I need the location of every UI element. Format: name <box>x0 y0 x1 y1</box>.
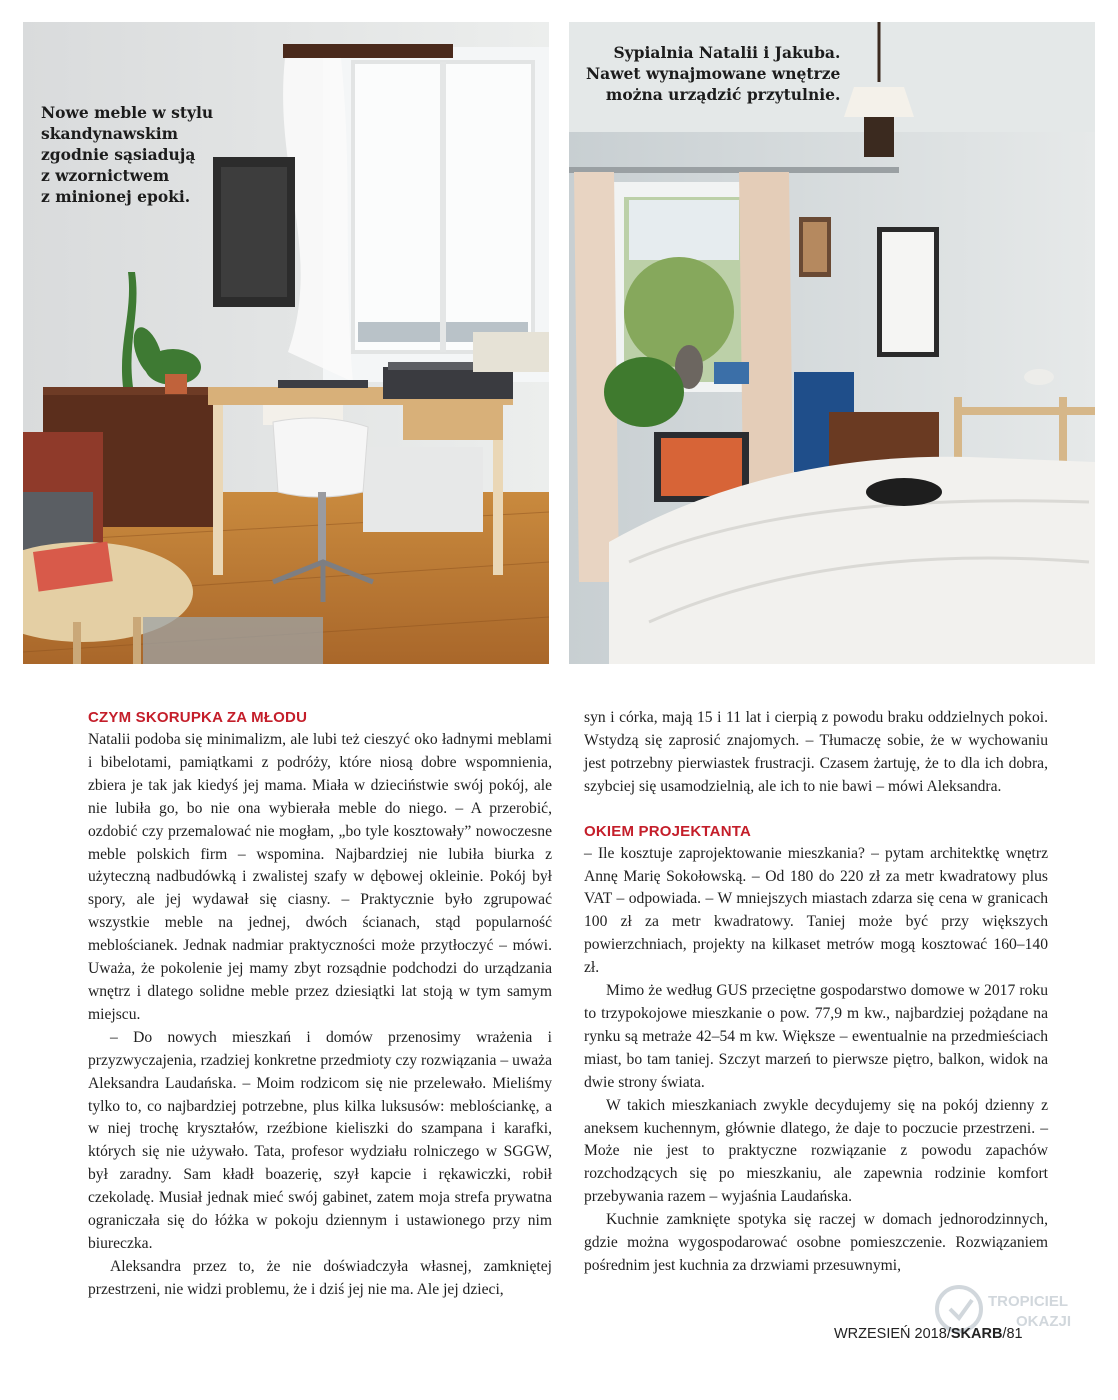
bedroom-caption: Sypialnia Natalii i Jakuba. Nawet wynajmowane wnętrze można urządzić przytulnie. <box>586 43 841 104</box>
section-heading-czym-skorupka: CZYM SKORUPKA ZA MŁODU <box>88 709 308 726</box>
article-paragraph: Mimo że według GUS przeciętne gospodarstwo domowe w 2017 roku to trzypokojowe mieszkanie o pow. 77,9 m kw., najbardziej pożądane na rynku są metraże 42–54 m kw. Większe – ewentualnie na przedmieściach miast, bo tam taniej. Szczyt marzeń to pierwsze piętro, balkon, widok na dwie strony świata. <box>584 982 1048 1091</box>
article-paragraph: – Do nowych mieszkań i domów przenosimy wrażenia i przyzwyczajenia, rzadziej konkretne przedmioty czy rozwiązania – uważa Aleksandra Laudańska. – Moim rodzicom się nie przelewało. Mieliśmy tylko to, co najbardziej potrzebne, plus kilka luksusów: meblościankę, a w niej trochę kryształów, rzeźbione kieliszki do szampana i karafki, których się nie używało. Tata, profesor wydziału rolniczego w SGGW, był zaradny. Sam kładł boazerię, szył kapcie i rękawiczki, robił czekoladę. Musiał jednak mieć swój gabinet, zatem moja strefa prywatna ograniczała się do łóżka w pokoju dziennym i ustawionego przy nim biureczka. <box>88 1028 552 1252</box>
article-paragraph: Natalii podoba się minimalizm, ale lubi też cieszyć oko ładnymi meblami i bibelotami, pamiątkami z podróży, które niosą dobre wspomnienia, zbiera je tak jak kiedyś jej mama. Miała w dzieciństwie swój pokój, ale nie lubiła go, bo nie ona wybierała meble do niego. – A przerobić, ozdobić czy przemalować nie mogłam, „bo tyle kosztowały” nowoczesne meble polskich firm – wspomina. Najbardziej nie lubiła biurka z użyteczną nadbudówką i zwalistej szafy w dębowej okleinie. Pokój był spory, ale jej wydawał się ciasny. – Praktycznie było zgrupować wszystkie meble na jednej, dwóch ścianach, stąd popularność meblościanek. Jednak nadmiar praktyczności może przytłoczyć – mówi. Uważa, że pokolenie jej mamy zbyt rozsądnie podchodzi do urządzania wnętrz i dlatego solidne meble przez dziesiątki lat stoją w tym samym miejscu. <box>88 731 552 1023</box>
article-paragraph: syn i córka, mają 15 i 11 lat i cierpią z powodu braku oddzielnych pokoi. Wstydzą się zaprosić znajomych. – Tłumaczę sobie, że w wychowaniu jest potrzebny pierwiastek frustracji. Czasem żartuję, że to dla ich dobra, szybciej się usamodzielnią, ale ich to nie bawi – mówi Aleksandra. <box>584 709 1048 795</box>
svg-text:OKAZJI: OKAZJI <box>1016 1313 1072 1330</box>
article-paragraph: Kuchnie zamknięte spotyka się raczej w domach jednorodzinnych, gdzie można wygospodarować osobne pomieszczenie. Rozwiązaniem pośrednim jest kuchnia za drzwiami przesuwnymi, <box>584 1211 1048 1274</box>
page-number: 81 <box>1006 1326 1023 1342</box>
article-paragraph: W takich mieszkaniach zwykle decydujemy się na pokój dzienny z aneksem kuchennym, głównie dlatego, że daje to poczucie przestrzeni. – Może nie jest to praktyczne rozwiązanie z powodu zapachów rozchodzących się po mieszkaniu, ale zapewnia rodzinie komfort przebywania razem – wyjaśnia Laudańska. <box>584 1096 1048 1206</box>
bedroom-illustration <box>569 22 1095 664</box>
living-room-photo <box>23 22 549 664</box>
svg-text:TROPICIEL: TROPICIEL <box>988 1293 1069 1310</box>
section-gap <box>584 799 1048 821</box>
article-paragraph: Aleksandra przez to, że nie doświadczyła własnej, zamkniętej przestrzeni, nie widzi problemu, że i dziś jej nie ma. Ale jej dzieci, <box>88 1257 552 1298</box>
article-left-column <box>88 707 552 1302</box>
article-right-column <box>584 707 1048 1278</box>
footer-separator: / <box>1002 1326 1007 1342</box>
page-footer <box>834 1326 1023 1342</box>
issue-date: WRZESIEŃ 2018 <box>834 1326 947 1342</box>
living-room-caption: Nowe meble w stylu skandynawskim zgodnie sąsiadują z wzornictwem z minionej epoki. <box>41 103 214 206</box>
article-paragraph: – Ile kosztuje zaprojektowanie mieszkania? – pytam architektkę wnętrz Annę Marię Sokołowską. – Od 180 do 220 zł za metr kwadratowy plus VAT – odpowiada. – W mniejszych miastach zdarza się cena w granicach 100 zł za metr kwadratowy. Taniej może być przy większych powierzchniach, projekty na kilkaset metrów mogą kosztować 160–140 zł. <box>584 844 1048 977</box>
bedroom-photo <box>569 22 1095 664</box>
footer-separator: / <box>946 1326 951 1342</box>
magazine-name: SKARB <box>950 1326 1003 1342</box>
section-heading-okiem-projektanta: OKIEM PROJEKTANTA <box>584 822 752 840</box>
